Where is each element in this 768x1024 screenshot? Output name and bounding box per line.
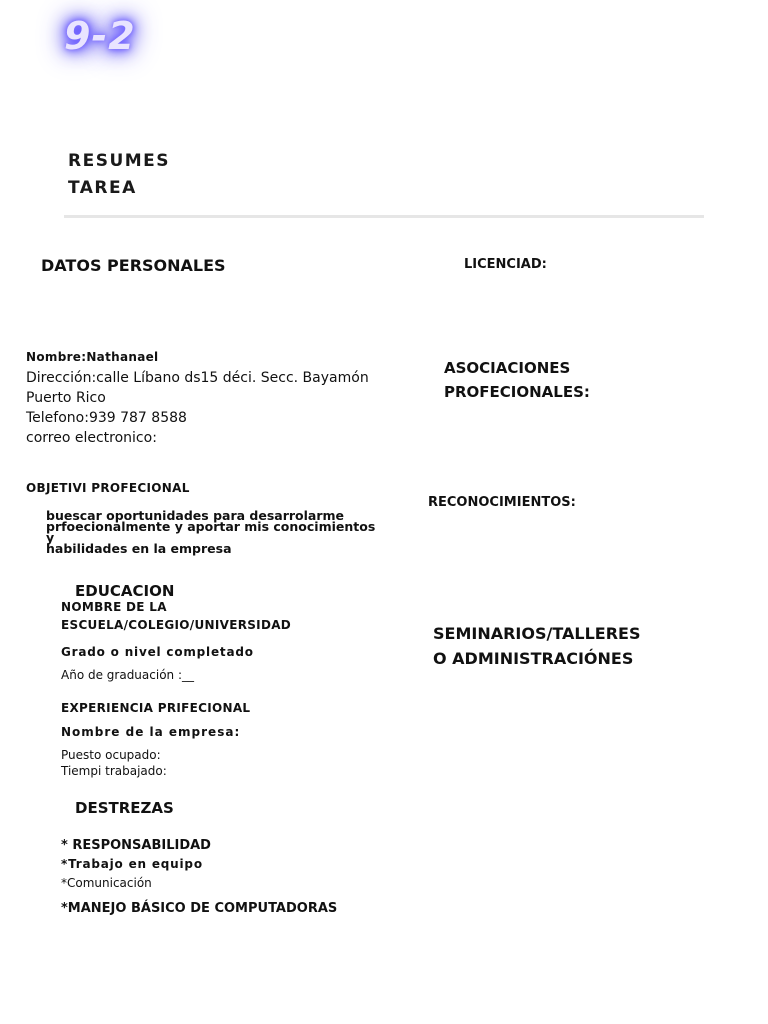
- destrezas-heading: DESTREZAS: [75, 799, 174, 817]
- licenciad-heading: LICENCIAD:: [464, 257, 547, 272]
- asociaciones-heading-1: ASOCIACIONES: [444, 359, 571, 377]
- objetivo-line: habilidades en la empresa: [46, 541, 232, 556]
- escuela-label-1: NOMBRE DE LA: [61, 600, 167, 614]
- telefono-field: Telefono:939 787 8588: [26, 410, 187, 426]
- graduacion-label: Año de graduación :__: [61, 668, 195, 682]
- puesto-label: Puesto ocupado:: [61, 748, 161, 762]
- destreza-item: * RESPONSABILIDAD: [61, 838, 211, 853]
- title-resumes: RESUMES: [68, 151, 171, 171]
- experiencia-heading: EXPERIENCIA PRIFECIONAL: [61, 701, 251, 715]
- logo-9-2: 9-2: [64, 14, 136, 58]
- ciudad-field: Puerto Rico: [26, 390, 106, 406]
- datos-personales-heading: DATOS PERSONALES: [41, 256, 226, 275]
- objetivo-line: prfoecionalmente y aportar mis conocimientos y: [46, 519, 376, 545]
- divider: [64, 215, 704, 218]
- title-tarea: TAREA: [68, 178, 137, 198]
- nombre-field: Nombre:Nathanael: [26, 350, 159, 364]
- objetivo-line: buescar oportunidades para desarrolarme: [46, 508, 345, 523]
- direccion-field: Dirección:calle Líbano ds15 déci. Secc. Bayamón: [26, 370, 369, 386]
- empresa-label: Nombre de la empresa:: [61, 725, 241, 739]
- asociaciones-heading-2: PROFECIONALES:: [444, 383, 590, 401]
- destreza-item: *MANEJO BÁSICO DE COMPUTADORAS: [61, 901, 338, 916]
- reconocimientos-heading: RECONOCIMIENTOS:: [428, 495, 576, 510]
- educacion-heading: EDUCACION: [75, 582, 175, 600]
- objetivo-heading: OBJETIVI PROFECIONAL: [26, 481, 190, 495]
- tiempo-label: Tiempi trabajado:: [61, 764, 167, 778]
- destreza-item: *Comunicación: [61, 876, 152, 890]
- destreza-item: *Trabajo en equipo: [61, 857, 203, 871]
- escuela-label-2: ESCUELA/COLEGIO/UNIVERSIDAD: [61, 618, 292, 632]
- seminarios-heading-1: SEMINARIOS/TALLERES: [433, 624, 641, 643]
- objetivo-text: [46, 510, 386, 554]
- grado-label: Grado o nivel completado: [61, 645, 254, 659]
- seminarios-heading-2: O ADMINISTRACIÓNES: [433, 649, 634, 668]
- correo-field: correo electronico:: [26, 430, 157, 446]
